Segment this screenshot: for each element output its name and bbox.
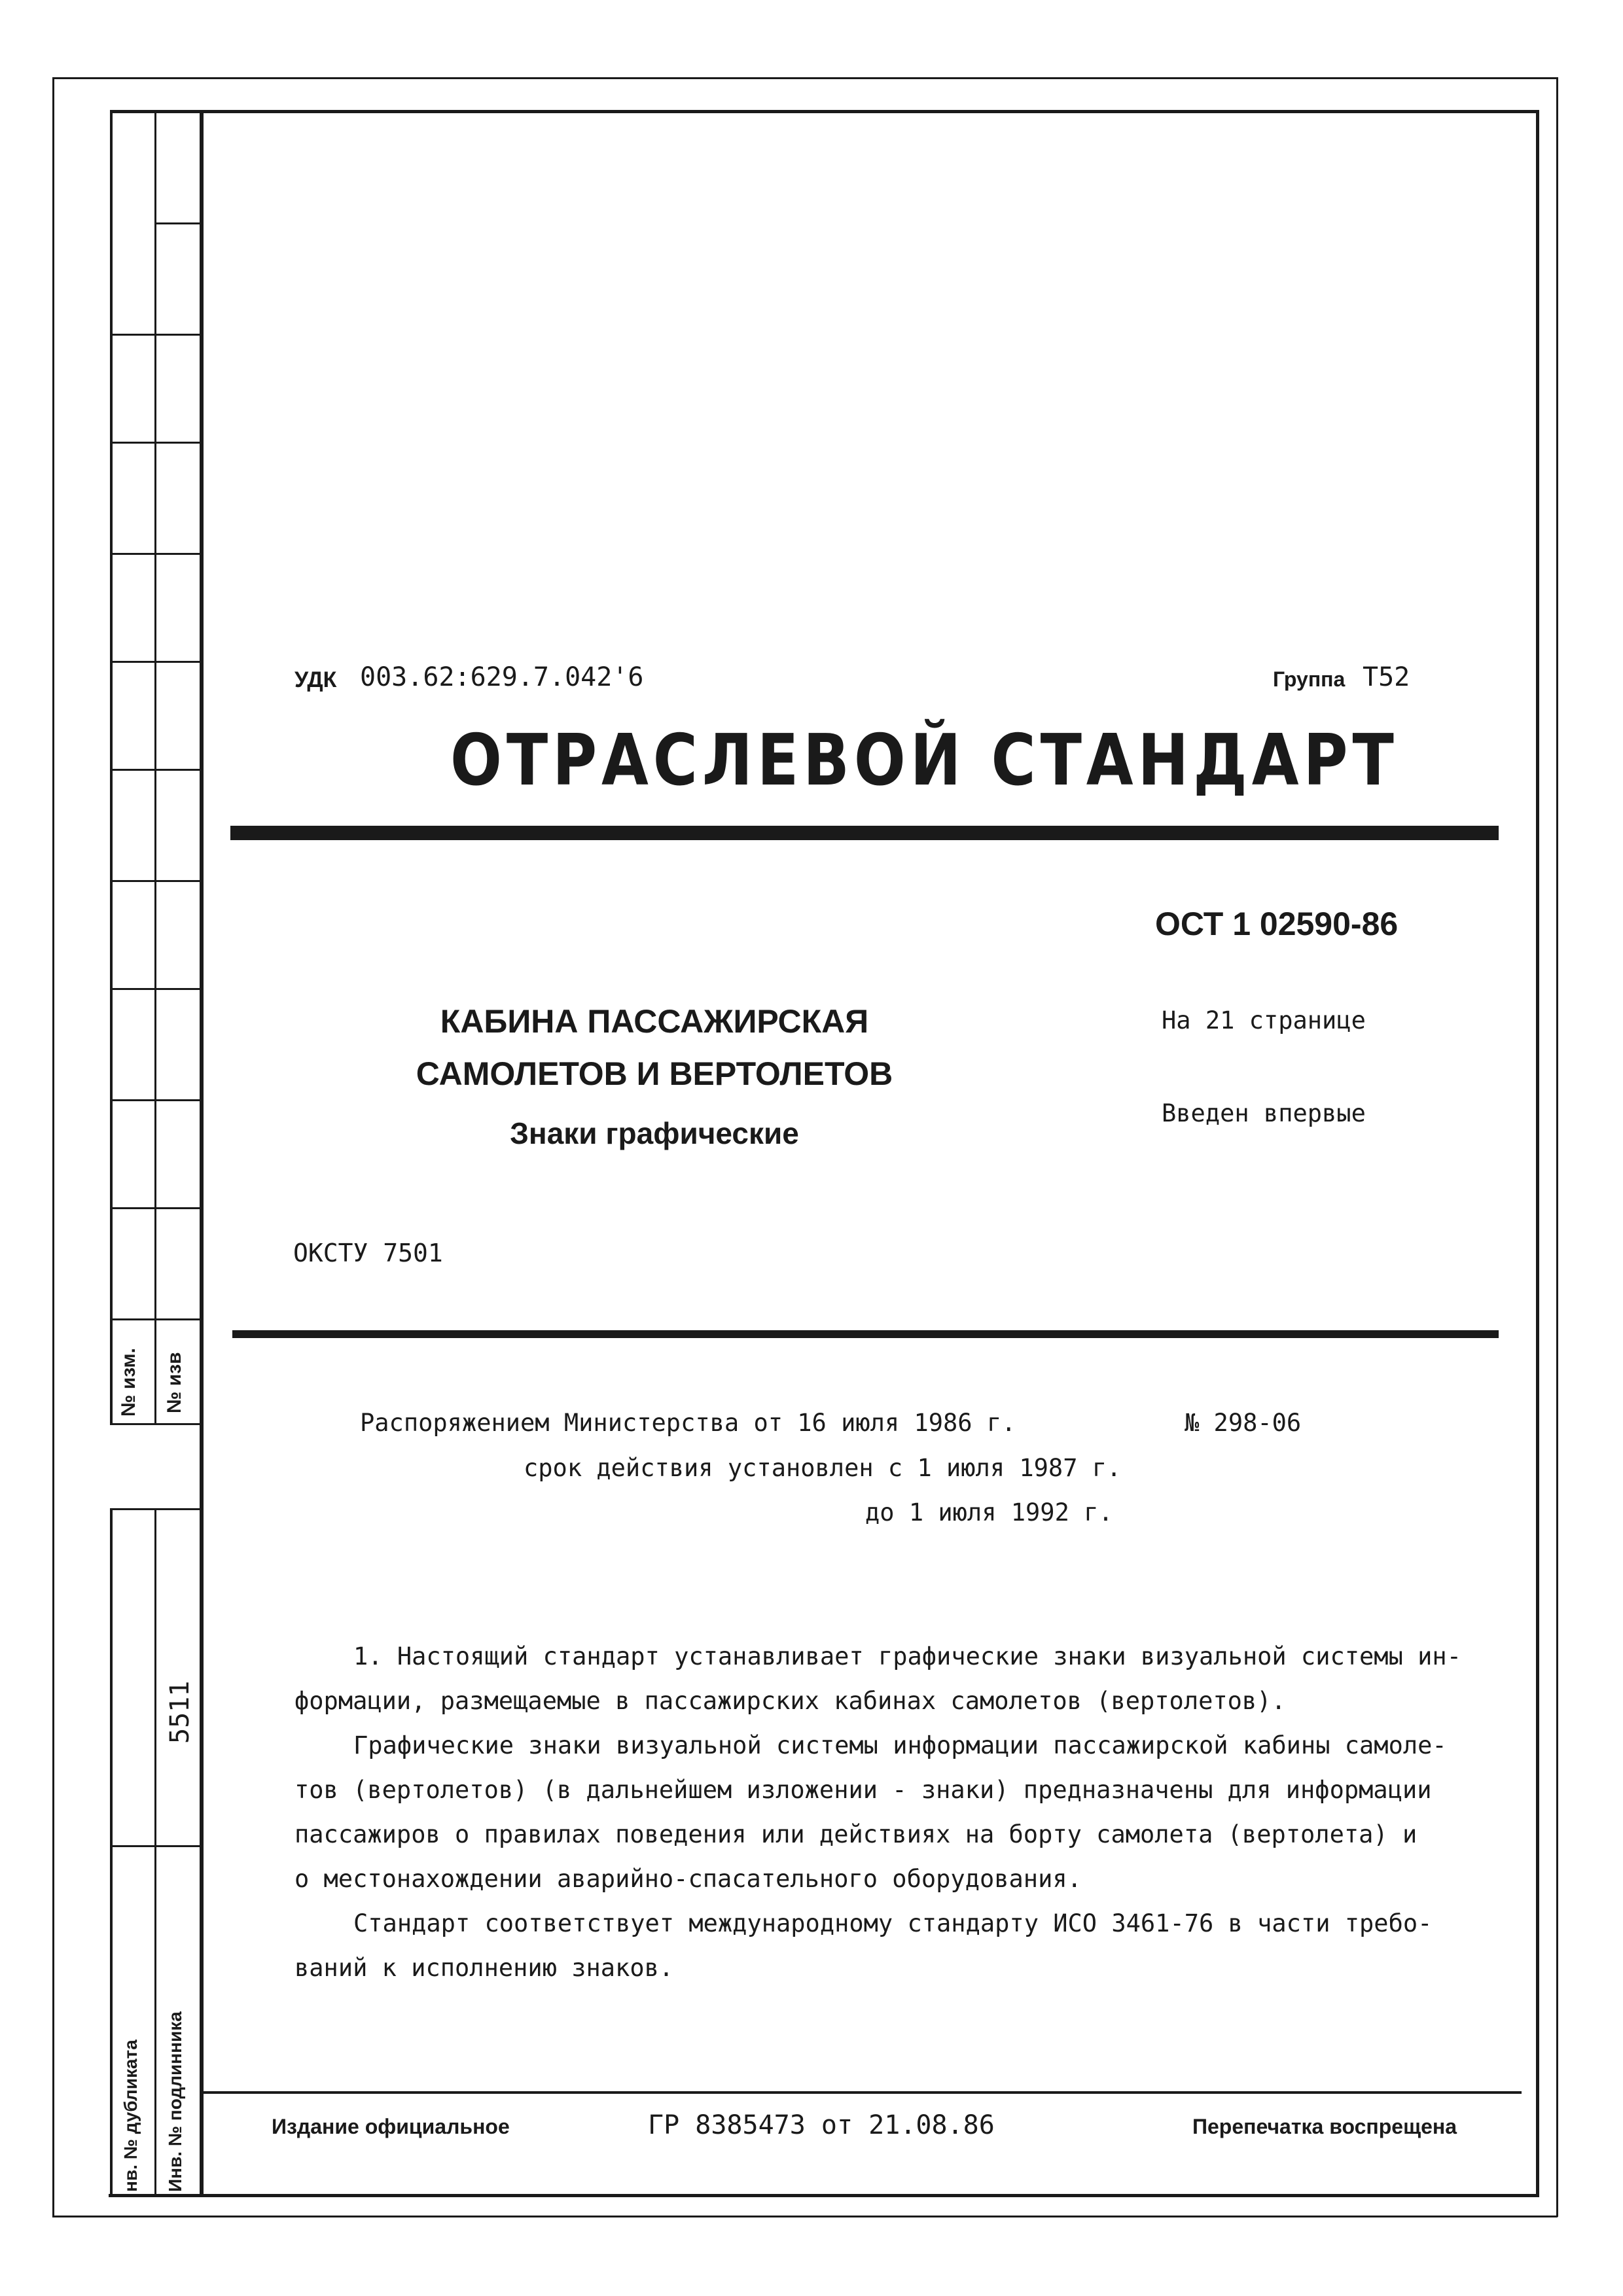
udk-value: 003.62:629.7.042'6 [360,662,644,692]
strip-izm-label: № изм. [118,1348,139,1417]
order-number: № 298-06 [1185,1409,1302,1437]
strip-cell [110,988,202,990]
strip-cell [154,222,202,224]
strip-cell [110,553,202,555]
ost-code: ОСТ 1 02590-86 [1155,906,1399,942]
strip-cell [110,1207,202,1209]
strip-number: 5511 [165,1680,195,1744]
title-line3: Знаки графические [510,1116,799,1150]
footer-reprint: Перепечатка воспрещена [1192,2115,1457,2138]
strip-cell [110,1423,202,1425]
page-count: На 21 странице [1162,1006,1366,1034]
strip-podl-label: Инв. № подлинника [165,2011,185,2192]
outer-border-left [52,77,54,2217]
side-strip-mid [154,110,156,1425]
body-p2-line4: о местонахождении аварийно-спасательного оборудования. [294,1865,1082,1893]
header-rule [230,826,1499,840]
side-strip-left [110,110,113,1425]
strip-cell [110,769,202,771]
outer-border-bottom [52,2216,1558,2217]
frame-left [200,110,204,2197]
order-line2: срок действия установлен с 1 июля 1987 г. [524,1454,1122,1482]
okstu: ОКСТУ 7501 [293,1239,443,1267]
order-line3: до 1 июля 1992 г. [865,1498,1113,1527]
side-strip-left-lower [110,1508,113,2197]
body-p3-line1: Стандарт соответствует международному стандарту ИСО 3461-76 в части требо- [353,1909,1433,1937]
body-p3-line2: ваний к исполнению знаков. [294,1954,674,1982]
body-p2-line1: Графические знаки визуальной системы информации пассажирской кабины самоле- [353,1731,1447,1759]
frame-right [1536,110,1539,2197]
main-title: ОТРАСЛЕВОЙ СТАНДАРТ [450,720,1399,802]
group-value: Т52 [1363,662,1410,692]
strip-cell [110,880,202,882]
strip-cell [110,661,202,663]
group-label: Группа [1273,667,1346,691]
title-block-rule [232,1330,1499,1338]
order-line1: Распоряжением Министерства от 16 июля 1986 г. [360,1409,1016,1437]
footer-gr: ГР 8385473 от 21.08.86 [648,2110,995,2140]
frame-top [111,110,1539,113]
side-strip-mid-lower [154,1508,156,2197]
strip-cell [110,334,202,336]
introduced-note: Введен впервые [1162,1099,1366,1127]
body-p1-line1: 1. Настоящий стандарт устанавливает графические знаки визуальной системы ин- [353,1642,1461,1670]
body-p1-line2: формации, размещаемые в пассажирских кабинах самолетов (вертолетов). [294,1687,1286,1715]
body-p2-line2: тов (вертолетов) (в дальнейшем изложении - знаки) предназначены для информации [294,1776,1432,1804]
outer-border-right [1556,77,1558,2217]
strip-cell [110,1845,202,1847]
outer-border-top [52,77,1558,79]
udk-label: УДК [294,667,337,692]
strip-cell [110,442,202,444]
frame-bottom [109,2194,1539,2197]
strip-dubl-label: нв. № дубликата [120,2040,141,2192]
body-p2-line3: пассажиров о правилах поведения или действиях на борту самолета (вертолета) и [294,1820,1418,1848]
strip-cell [110,1318,202,1320]
strip-cell [110,1099,202,1101]
title-line1: КАБИНА ПАССАЖИРСКАЯ [440,1003,869,1040]
strip-cell [110,1508,202,1510]
title-line2: САМОЛЕТОВ И ВЕРТОЛЕТОВ [416,1055,893,1092]
footer-edition: Издание официальное [272,2115,510,2138]
footer-rule [200,2091,1522,2094]
strip-izv-label: № изв [164,1352,185,1413]
